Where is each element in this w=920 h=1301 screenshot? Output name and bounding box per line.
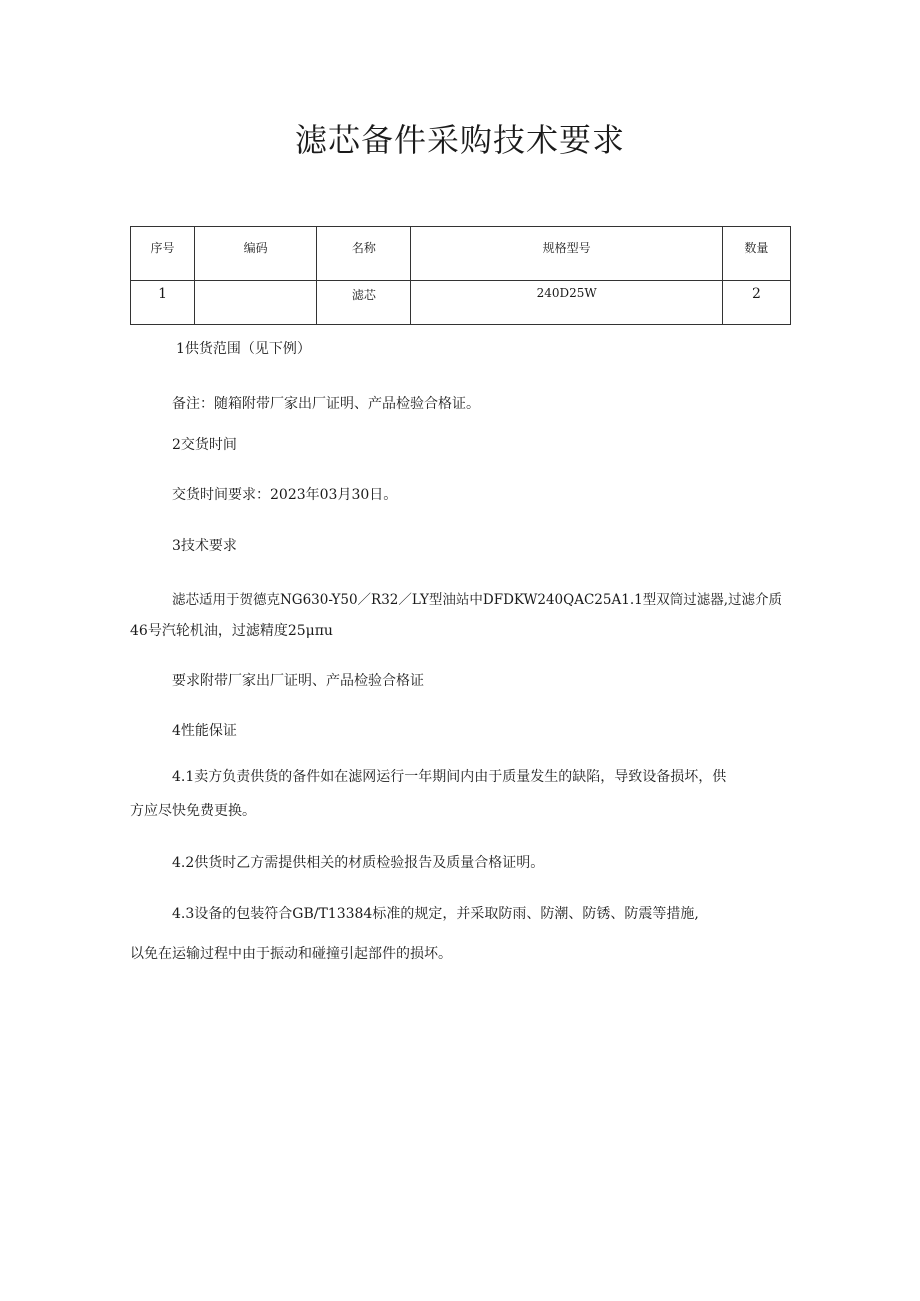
section-2-text: 交货时间要求：2023年03月30日。 (172, 487, 398, 503)
header-cell-quantity: 数量 (722, 227, 790, 281)
cell-model: 240D25W (411, 281, 722, 325)
cell-quantity: 2 (722, 281, 790, 325)
table-row (131, 281, 791, 325)
section-4-1-line-1: 4.1卖方负责供货的备件如在滤网运行一年期间内由于质量发生的缺陷，导致设备损坏，供 (172, 769, 727, 785)
section-2-heading: 2交货时间 (172, 437, 237, 453)
cell-index: 1 (131, 281, 195, 325)
section-3-heading: 3技术要求 (172, 538, 237, 554)
cell-name: 滤芯 (317, 281, 411, 325)
page-title: 滤芯备件采购技术要求 (294, 121, 625, 159)
section-3-line-2: 46号汽轮机油，过滤精度25μπu (130, 623, 333, 639)
section-4-3-line-2: 以免在运输过程中由于振动和碰撞引起部件的损坏。 (130, 946, 452, 962)
section-1-heading: 1供货范围（见下例） (176, 341, 311, 357)
section-4-heading: 4性能保证 (172, 723, 237, 739)
spec-table (130, 226, 791, 325)
section-4-1-line-2: 方应尽快免费更换。 (130, 803, 256, 819)
section-3-text-2: 要求附带厂家出厂证明、产品检验合格证 (172, 673, 424, 689)
header-cell-code: 编码 (195, 227, 317, 281)
section-4-3-line-1: 4.3设备的包装符合GB/T13384标准的规定，并采取防雨、防潮、防锈、防震等措施, (172, 906, 699, 922)
section-3-line-1: 滤芯适用于贺德克NG630-Y50／R32／LY型油站中DFDKW240QAC25A1.1型双筒过滤器,过滤介质 (172, 592, 782, 608)
header-cell-name: 名称 (317, 227, 411, 281)
header-cell-model: 规格型号 (411, 227, 722, 281)
table-header-row (131, 227, 791, 281)
section-4-2: 4.2供货时乙方需提供相关的材质检验报告及质量合格证明。 (172, 855, 545, 871)
cell-code (195, 281, 317, 325)
header-cell-index: 序号 (131, 227, 195, 281)
section-1-note: 备注：随箱附带厂家出厂证明、产品检验合格证。 (172, 396, 480, 412)
